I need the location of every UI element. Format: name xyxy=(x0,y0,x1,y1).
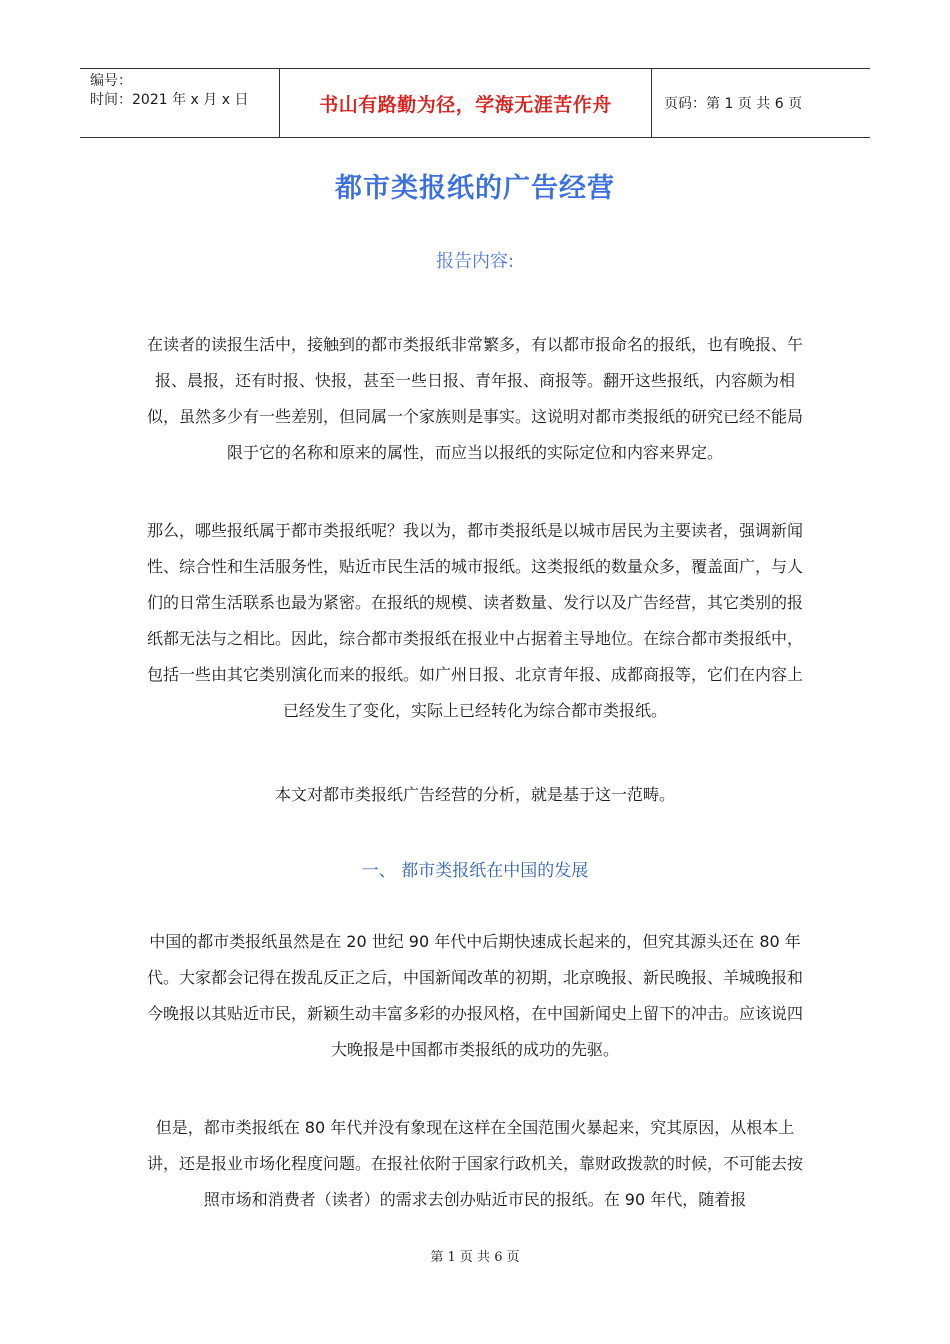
document-title: 都市类报纸的广告经营 xyxy=(335,173,615,204)
paragraph-1: 在读者的读报生活中，接触到的都市类报纸非常繁多，有以都市报命名的报纸，也有晚报、午报、晨报，还有时报、快报，甚至一些日报、青年报、商报等。翻开这些报纸，内容颇为相似，虽然多少有一些差别，但同属一个家族则是事实。这说明对都市类报纸的研究已经不能局限于它的名称和原来的属性，而应当以报纸的实际定位和内容来界定。 xyxy=(146,335,803,462)
header-meta-cell xyxy=(80,69,280,137)
header-motto-cell xyxy=(280,69,652,137)
motto-text: 书山有路勤为径，学海无涯苦作舟 xyxy=(319,93,612,116)
paragraph-2: 那么，哪些报纸属于都市类报纸呢？我以为，都市类报纸是以城市居民为主要读者，强调新闻性、综合性和生活服务性，贴近市民生活的城市报纸。这类报纸的数量众多，覆盖面广，与人们的日常生活联系也最为紧密。在报纸的规模、读者数量、发行以及广告经营，其它类别的报纸都无法与之相比。因此，综合都市类报纸在报业中占据着主导地位。在综合都市类报纸中，包括一些由其它类别演化而来的报纸。如广州日报、北京青年报、成都商报等，它们在内容上已经发生了变化，实际上已经转化为综合都市类报纸。 xyxy=(146,521,803,720)
section-paragraph-1: 中国的都市类报纸虽然是在 20 世纪 90 年代中后期快速成长起来的，但究其源头还在 80 年代。大家都会记得在拨乱反正之后，中国新闻改革的初期，北京晚报、新民晚报、羊城晚报和今晚报以其贴近市民，新颖生动丰富多彩的办报风格，在中国新闻史上留下的冲击。应该说四大晚报是中国都市类报纸的成功的先驱。 xyxy=(146,932,803,1059)
document-header-table xyxy=(80,68,870,138)
section-heading: 一、 都市类报纸在中国的发展 xyxy=(361,861,589,881)
time-label: 时间：2021 年 x 月 x 日 xyxy=(90,92,249,108)
page-footer: 第 1 页 共 6 页 xyxy=(430,1250,520,1265)
page-code: 页码：第 1 页 共 6 页 xyxy=(664,96,803,112)
header-page-cell xyxy=(652,69,870,137)
paragraph-3: 本文对都市类报纸广告经营的分析，就是基于这一范畴。 xyxy=(274,785,675,804)
report-content-label: 报告内容: xyxy=(435,251,515,272)
section-paragraph-2: 但是，都市类报纸在 80 年代并没有象现在这样在全国范围火暴起来，究其原因，从根本上讲，还是报业市场化程度问题。在报社依附于国家行政机关，靠财政拨款的时候，不可能去按照市场和消费者（读者）的需求去创办贴近市民的报纸。在 90 年代，随着报 xyxy=(146,1118,803,1209)
number-label: 编号： xyxy=(90,73,132,89)
